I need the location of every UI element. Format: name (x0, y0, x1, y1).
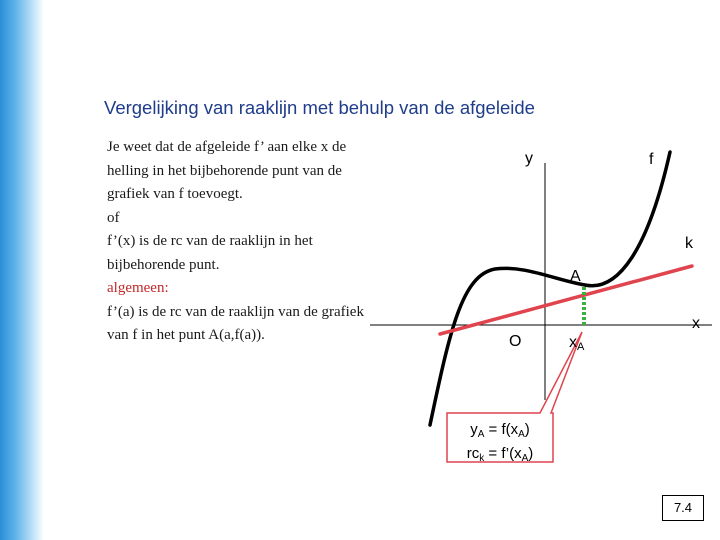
callout-line-2: $rc_k$ = $f’(x_A)$ (466, 445, 534, 464)
graph-f-curve (430, 152, 670, 425)
body-line: f’(x) is de rc van de raaklijn in het (107, 233, 313, 249)
body-line: Je weet dat de afgeleide f’ aan elke x de (107, 139, 347, 155)
label-x: x (692, 315, 700, 332)
body-line: of (107, 209, 120, 226)
label-origin: O (509, 333, 522, 350)
label-xA: $x_A$ (569, 334, 585, 353)
page-number-box: 7.4 (662, 495, 704, 521)
body-line: grafiek van f toevoegt. (107, 186, 243, 202)
label-f: f (649, 151, 654, 168)
label-y: y (525, 150, 533, 167)
body-line: van f in het punt A(a,f(a)). (107, 327, 265, 343)
body-line: bijbehorende punt. (107, 256, 220, 273)
body-line: helling in het bijbehorende punt van de (107, 162, 342, 179)
label-A: A (570, 268, 581, 285)
callout-text (449, 420, 551, 468)
slide-title: Vergelijking van raaklijn met behulp van de afgeleide (104, 97, 535, 118)
body-heading-algemeen: algemeen: (107, 280, 169, 296)
label-k: k (685, 235, 693, 252)
body-line: f’(a) is de rc van de raaklijn van de grafiek (107, 303, 364, 320)
callout-line-1: $y_A = f(x_A)$ (470, 421, 530, 440)
